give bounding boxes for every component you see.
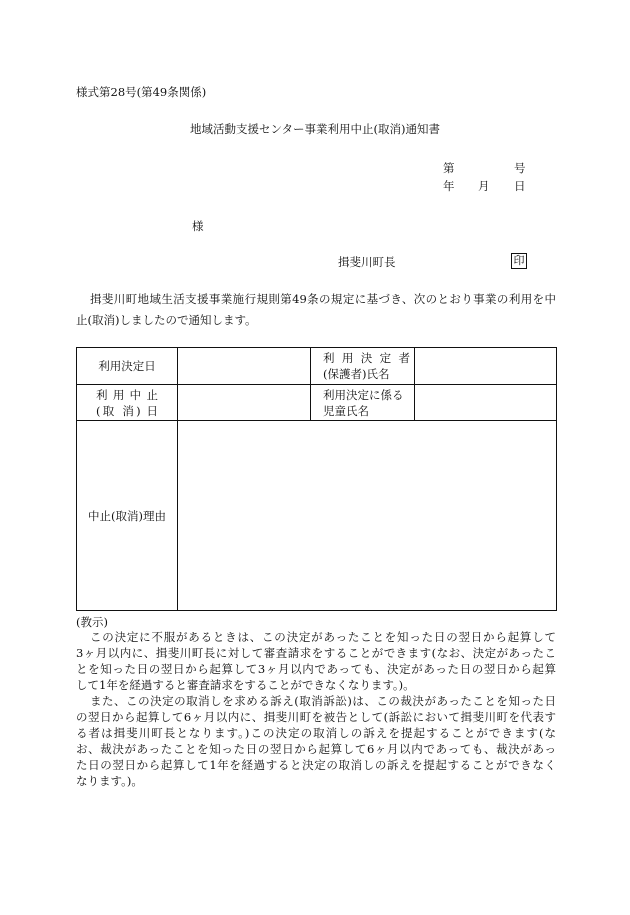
label-stop-date-stack — [96, 387, 158, 419]
date-month-label: 月 — [478, 179, 490, 193]
label-reason — [77, 421, 178, 611]
value-decision-date — [178, 348, 311, 385]
label-decision-date — [77, 348, 178, 385]
label-decision-person — [311, 348, 415, 385]
table-row — [77, 421, 557, 611]
notice-table — [76, 347, 557, 611]
recipient-honorific: 様 — [192, 219, 204, 233]
notice-line: 3ヶ月以内に、揖斐川町長に対して審査請求をすることができます(なお、決定があったこ — [76, 646, 556, 660]
body-line: 揖斐川町地域生活支援事業施行規則第49条の規定に基づき、次のとおり事業の利用を中 — [90, 292, 556, 306]
notice-heading: (教示) — [76, 615, 108, 629]
value-reason — [178, 421, 557, 611]
value-stop-date — [178, 385, 311, 421]
label-stop-date — [77, 385, 178, 421]
label-child-name — [311, 385, 415, 421]
table-row — [77, 348, 557, 385]
label-reason-text: 中止(取消)理由 — [88, 508, 166, 523]
notice-line: また、この決定の取消しを求める訴え(取消訴訟)は、この裁決があったことを知った日 — [90, 694, 556, 708]
notice-line: た日の翌日から起算して1年を経過すると決定の取消しの訴えを提起することができなく — [76, 758, 556, 772]
value-decision-person — [415, 348, 557, 385]
form-number: 様式第28号(第49条関係) — [76, 85, 207, 99]
notice-text — [76, 629, 556, 789]
doc-number-suffix: 号 — [514, 161, 526, 175]
label-decision-person-line1: 利 用 決 定 者 — [323, 351, 410, 365]
sender-name: 揖斐川町長 — [338, 255, 396, 269]
label-stop-date-line2: (取 消) 日 — [96, 403, 158, 418]
doc-number-prefix: 第 — [443, 161, 455, 175]
notice-line: る者は揖斐川町長となります。)この決定の取消しの訴えを提起することができます(な — [76, 726, 556, 740]
label-stop-date-line1: 利 用 中 止 — [96, 387, 158, 402]
notice-line: して1年を経過すると審査請求をすることができなくなります。)。 — [76, 678, 415, 692]
label-decision-person-line2: (保護者)氏名 — [323, 367, 390, 381]
value-child-name — [415, 385, 557, 421]
label-decision-date-text: 利用決定日 — [98, 359, 156, 373]
table-row — [77, 385, 557, 421]
label-child-name-line2: 児童氏名 — [323, 403, 369, 418]
body-line: 止(取消)しましたので通知します。 — [76, 313, 257, 327]
seal-mark: 印 — [511, 253, 527, 269]
notice-line: この決定に不服があるときは、この決定があったことを知った日の翌日から起算して — [90, 630, 556, 644]
body-paragraph — [76, 291, 556, 328]
notice-line: お、裁決があったことを知った日の翌日から起算して6ヶ月以内であっても、裁決があっ — [76, 742, 556, 756]
label-child-name-line1: 利用決定に係る — [323, 387, 404, 402]
notice-line: の翌日から起算して6ヶ月以内に、揖斐川町を被告として(訴訟において揖斐川町を代表す — [76, 710, 556, 724]
document-title: 地域活動支援センター事業利用中止(取消)通知書 — [189, 122, 440, 136]
notice-line: なります。)。 — [76, 774, 143, 788]
date-day-label: 日 — [514, 179, 526, 193]
date-year-label: 年 — [443, 179, 455, 193]
notice-line: とを知った日の翌日から起算して3ヶ月以内であっても、決定があった日の翌日から起算 — [76, 662, 556, 676]
